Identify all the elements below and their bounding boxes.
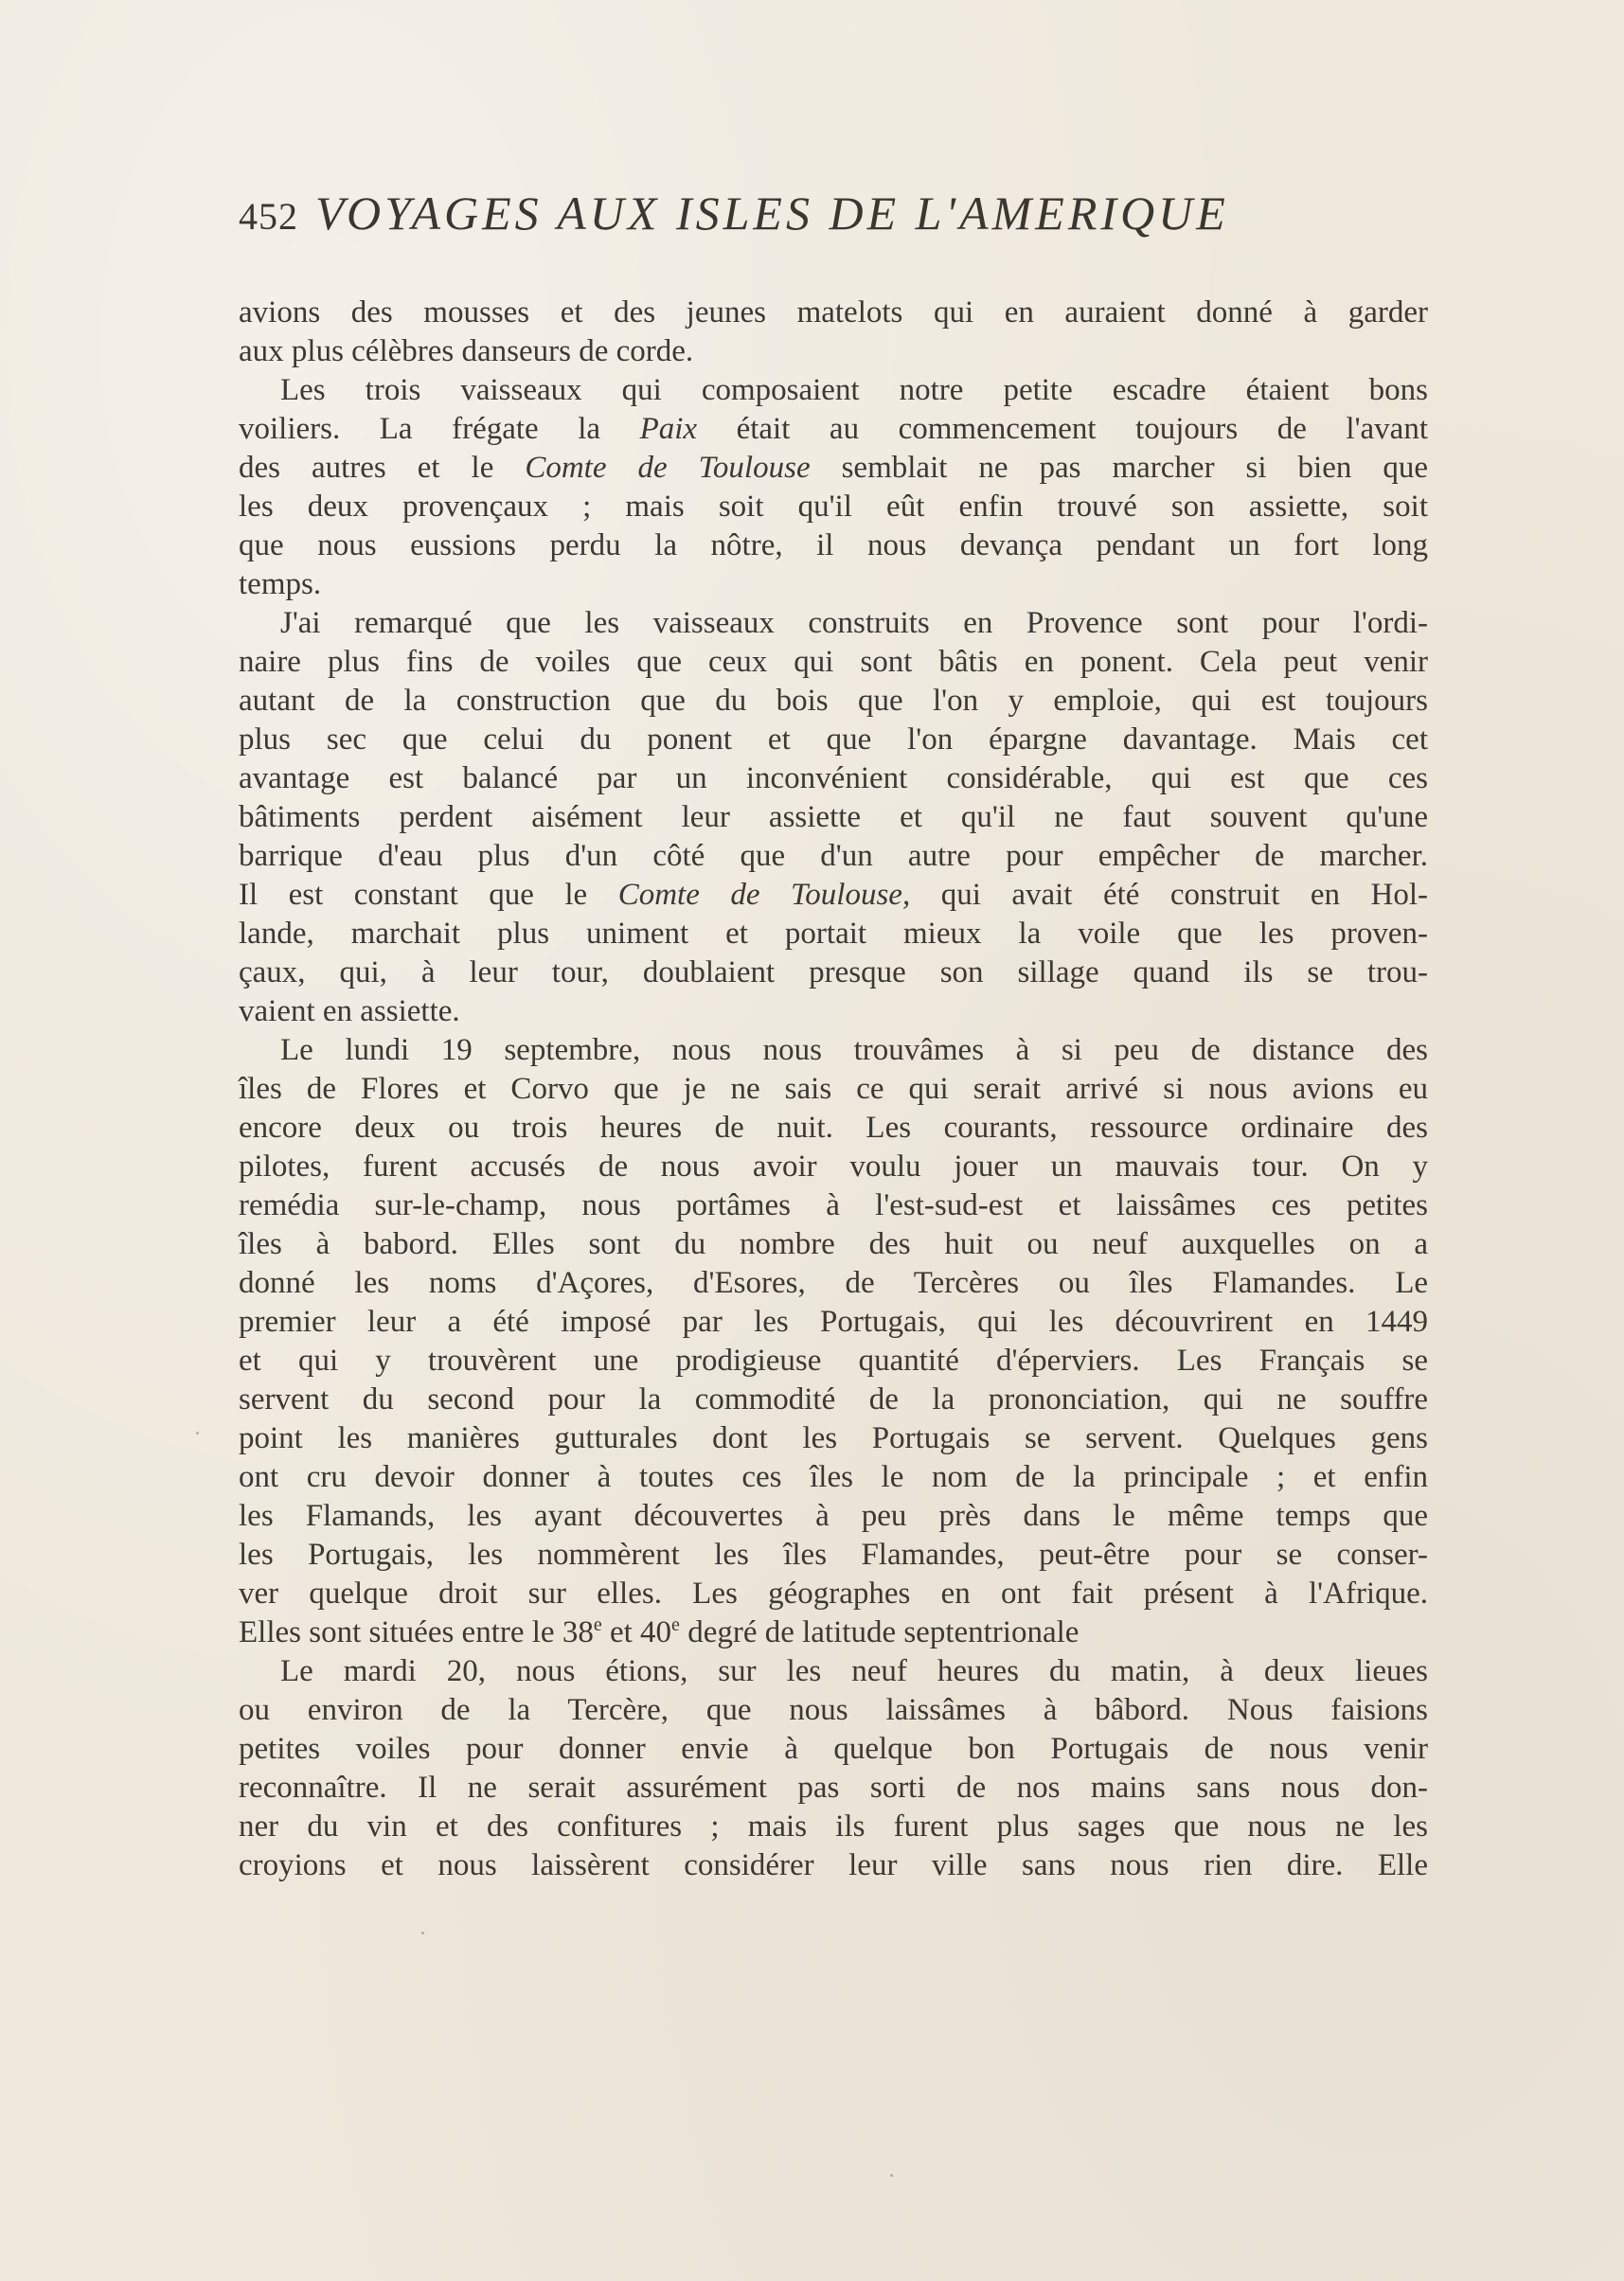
text-line (239, 1730, 1428, 1769)
text-line (239, 1186, 1428, 1225)
text-segment: temps. (239, 567, 322, 601)
text-line (239, 1497, 1428, 1536)
text-segment: les deux provençaux ; mais soit qu'il eût enfin trouvé son assiette, soit (239, 490, 1428, 524)
text-segment: donné les noms d'Açores, d'Esores, de Tercères ou îles Flamandes. Le (239, 1266, 1428, 1300)
text-segment: lande, marchait plus uniment et portait mieux la voile que les proven- (239, 917, 1428, 951)
text-line (239, 1846, 1428, 1885)
italic-text: Comte de Toulouse, (617, 878, 911, 912)
text-segment: Il est constant que le (239, 878, 618, 912)
text-line (239, 798, 1428, 837)
text-line (239, 759, 1428, 798)
text-line (239, 1808, 1428, 1846)
text-line (239, 643, 1428, 682)
text-line (239, 876, 1428, 915)
text-segment: voiliers. La frégate la (239, 412, 640, 446)
text-segment: bâtiments perdent aisément leur assiette et qu'il ne faut souvent qu'une (239, 800, 1428, 834)
text-segment: avantage est balancé par un inconvénient considérable, qui est que ces (239, 761, 1428, 795)
text-segment: çaux, qui, à leur tour, doublaient presque son sillage quand ils se trou- (239, 955, 1428, 989)
text-line (239, 1691, 1428, 1730)
text-segment: îles à babord. Elles sont du nombre des huit ou neuf auxquelles on a (239, 1227, 1428, 1261)
text-line (239, 992, 1428, 1031)
text-line (239, 953, 1428, 992)
text-line (239, 1109, 1428, 1148)
text-line (239, 837, 1428, 876)
text-segment: J'ai remarqué que les vaisseaux construits en Provence sont pour l'ordi- (280, 606, 1428, 640)
text-segment: ner du vin et des confitures ; mais ils furent plus sages que nous ne les (239, 1809, 1428, 1844)
text-segment: premier leur a été imposé par les Portugais, qui les découvrirent en 1449 (239, 1305, 1428, 1339)
text-line (239, 1575, 1428, 1613)
text-segment: reconnaître. Il ne serait assurément pas sorti de nos mains sans nous don- (239, 1771, 1428, 1805)
text-line (239, 371, 1428, 410)
text-segment: servent du second pour la commodité de la prononciation, qui ne souffre (239, 1382, 1428, 1417)
text-line (239, 410, 1428, 449)
text-segment: autant de la construction que du bois que l'on y emploie, qui est toujours (239, 684, 1428, 718)
text-line (239, 526, 1428, 565)
text-line (239, 915, 1428, 953)
text-line (239, 1303, 1428, 1342)
text-segment: ver quelque droit sur elles. Les géographes en ont fait présent à l'Afrique. (239, 1577, 1428, 1611)
running-title: VOYAGES AUX ISLES DE L'AMERIQUE (315, 187, 1229, 240)
text-segment: ont cru devoir donner à toutes ces îles le nom de la principale ; et enfin (239, 1460, 1428, 1494)
text-line (239, 1381, 1428, 1419)
text-line (239, 332, 1428, 371)
text-segment: degré de latitude septentrionale (679, 1615, 1080, 1649)
text-segment: petites voiles pour donner envie à quelque bon Portugais de nous venir (239, 1732, 1428, 1766)
text-segment: remédia sur-le-champ, nous portâmes à l'est-sud-est et laissâmes ces petites (239, 1188, 1428, 1222)
text-segment: vaient en assiette. (239, 994, 460, 1028)
text-line (239, 1342, 1428, 1381)
paper-speck (196, 1432, 199, 1435)
text-segment: les Flamands, les ayant découvertes à peu près dans le même temps que (239, 1499, 1428, 1533)
text-segment: et 40 (601, 1615, 672, 1649)
running-header (239, 186, 1432, 252)
text-segment: les Portugais, les nommèrent les îles Flamandes, peut-être pour se conser- (239, 1538, 1428, 1572)
text-segment: Le lundi 19 septembre, nous nous trouvâmes à si peu de distance des (280, 1033, 1428, 1067)
text-segment: aux plus célèbres danseurs de corde. (239, 334, 694, 368)
text-segment: semblait ne pas marcher si bien que (810, 451, 1428, 485)
text-segment: plus sec que celui du ponent et que l'on épargne davantage. Mais cet (239, 722, 1428, 757)
text-line (239, 604, 1428, 643)
text-segment: pilotes, furent accusés de nous avoir voulu jouer un mauvais tour. On y (239, 1149, 1428, 1184)
text-segment: naire plus fins de voiles que ceux qui sont bâtis en ponent. Cela peut venir (239, 645, 1428, 679)
text-line (239, 1652, 1428, 1691)
text-line (239, 1264, 1428, 1303)
text-line (239, 1769, 1428, 1808)
text-line (239, 682, 1428, 721)
superscript: e (593, 1614, 602, 1635)
text-line (239, 1613, 1428, 1652)
text-line (239, 1458, 1428, 1497)
text-line (239, 1031, 1428, 1070)
italic-text: Paix (639, 412, 698, 446)
text-segment: qui avait été construit en Hol- (910, 878, 1428, 912)
text-segment: Les trois vaisseaux qui composaient notre petite escadre étaient bons (280, 373, 1428, 407)
text-segment: Le mardi 20, nous étions, sur les neuf heures du matin, à deux lieues (280, 1654, 1428, 1688)
text-segment: croyions et nous laissèrent considérer leur ville sans nous rien dire. Elle (239, 1848, 1428, 1882)
text-line (239, 721, 1428, 759)
text-line (239, 1148, 1428, 1186)
text-segment: ou environ de la Tercère, que nous laissâmes à bâbord. Nous faisions (239, 1693, 1428, 1727)
paper-speck (421, 1932, 424, 1934)
text-segment: îles de Flores et Corvo que je ne sais ce qui serait arrivé si nous avions eu (239, 1072, 1428, 1106)
text-segment: point les manières gutturales dont les Portugais se servent. Quelques gens (239, 1421, 1428, 1455)
text-line (239, 488, 1428, 526)
text-line (239, 1225, 1428, 1264)
text-segment: Elles sont situées entre le 38 (239, 1615, 594, 1649)
text-segment: des autres et le (239, 451, 526, 485)
body-text (239, 294, 1428, 1885)
text-line (239, 565, 1428, 604)
page-number: 452 (239, 195, 298, 238)
text-line (239, 1536, 1428, 1575)
superscript: e (671, 1614, 680, 1635)
paper-speck (890, 2174, 893, 2177)
text-segment: était au commencement toujours de l'avant (697, 412, 1428, 446)
text-line (239, 1419, 1428, 1458)
text-line (239, 449, 1428, 488)
italic-text: Comte de Toulouse (525, 451, 811, 485)
text-line (239, 1070, 1428, 1109)
text-segment: et qui y trouvèrent une prodigieuse quantité d'éperviers. Les Français se (239, 1344, 1428, 1378)
text-segment: barrique d'eau plus d'un côté que d'un autre pour empêcher de marcher. (239, 839, 1428, 873)
text-line (239, 294, 1428, 332)
text-segment: avions des mousses et des jeunes matelots qui en auraient donné à garder (239, 295, 1428, 330)
text-segment: que nous eussions perdu la nôtre, il nous devança pendant un fort long (239, 528, 1428, 562)
text-segment: encore deux ou trois heures de nuit. Les courants, ressource ordinaire des (239, 1111, 1428, 1145)
